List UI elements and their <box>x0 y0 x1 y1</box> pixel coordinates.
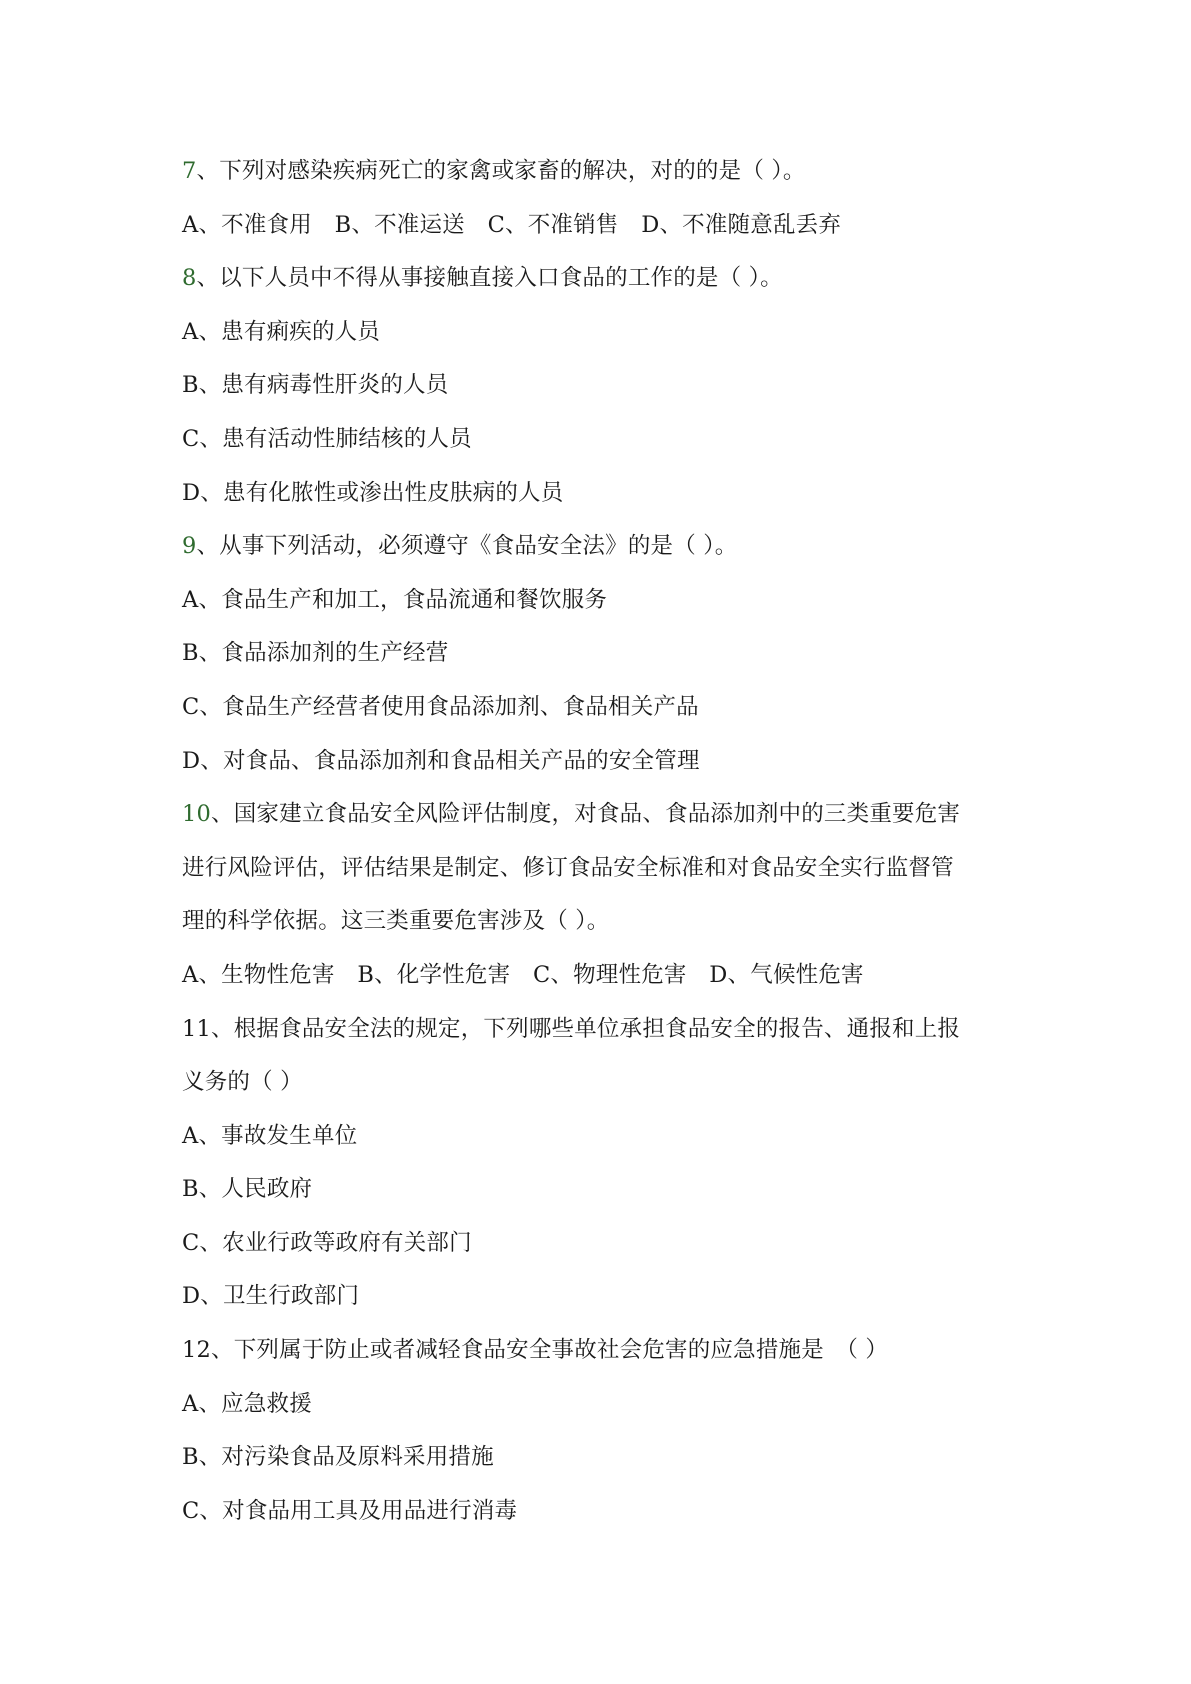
question-number: 10 <box>182 801 212 828</box>
question-11-option-a: A、事故发生单位 <box>182 1122 358 1149</box>
question-stem-text: 、国家建立食品安全风险评估制度，对食品、食品添加剂中的三类重要危害 <box>211 801 961 828</box>
question-9-stem-line-1 <box>182 520 1012 574</box>
question-stem-text: 、以下人员中不得从事接触直接入口食品的工作的是（ ）。 <box>196 265 783 292</box>
question-7-stem-line-1 <box>182 145 1012 199</box>
question-number: 9 <box>182 533 197 560</box>
question-7-options: A、不准食用 B、不准运送 C、不准销售 D、不准随意乱丢弃 <box>182 211 842 238</box>
question-12-option-b: B、对污染食品及原料采用措施 <box>182 1444 494 1471</box>
question-11-stem-line-1 <box>182 1003 1012 1057</box>
question-11-option-c: C、农业行政等政府有关部门 <box>182 1229 472 1256</box>
question-list <box>182 145 1012 1538</box>
question-8-option-a: A、患有痢疾的人员 <box>182 318 381 345</box>
question-8-option-d: D、患有化脓性或渗出性皮肤病的人员 <box>182 479 564 506</box>
question-9-option-d: D、对食品、食品添加剂和食品相关产品的安全管理 <box>182 747 700 774</box>
question-number: 7 <box>182 158 197 184</box>
question-10-stem-line-3: 理的科学依据。这三类重要危害涉及（ ）。 <box>182 908 610 935</box>
question-number: 11 <box>182 1015 212 1042</box>
question-10-options: A、生物性危害 B、化学性危害 C、物理性危害 D、气候性危害 <box>182 961 864 988</box>
question-stem-text: 、下列属于防止或者减轻食品安全事故社会危害的应急措施是 （ ） <box>211 1337 889 1364</box>
question-stem-text: 、从事下列活动，必须遵守《食品安全法》的是（ ）。 <box>196 533 738 560</box>
question-11-option-d: D、卫生行政部门 <box>182 1283 360 1310</box>
question-stem-text: 、下列对感染疾病死亡的家禽或家畜的解决，对的的是（ ）。 <box>196 158 806 184</box>
question-8-stem-line-1 <box>182 252 1012 306</box>
question-10-stem-line-1 <box>182 788 1012 842</box>
question-12-option-c: C、对食品用工具及用品进行消毒 <box>182 1497 518 1524</box>
question-number: 8 <box>182 265 197 292</box>
question-11-option-b: B、人民政府 <box>182 1176 313 1203</box>
question-8-option-b: B、患有病毒性肝炎的人员 <box>182 372 449 399</box>
question-12-option-a: A、应急救援 <box>182 1390 312 1417</box>
question-8-option-c: C、患有活动性肺结核的人员 <box>182 425 472 452</box>
question-number: 12 <box>182 1337 212 1364</box>
question-12-stem-line-1 <box>182 1324 1012 1378</box>
question-9-option-a: A、食品生产和加工，食品流通和餐饮服务 <box>182 586 608 613</box>
question-11-stem-line-2: 义务的（ ） <box>182 1069 303 1096</box>
question-9-option-c: C、食品生产经营者使用食品添加剂、食品相关产品 <box>182 693 699 720</box>
question-9-option-b: B、食品添加剂的生产经营 <box>182 640 449 667</box>
question-10-stem-line-2: 进行风险评估，评估结果是制定、修订食品安全标准和对食品安全实行监督管 <box>182 854 954 881</box>
question-stem-text: 、根据食品安全法的规定，下列哪些单位承担食品安全的报告、通报和上报 <box>211 1015 961 1042</box>
